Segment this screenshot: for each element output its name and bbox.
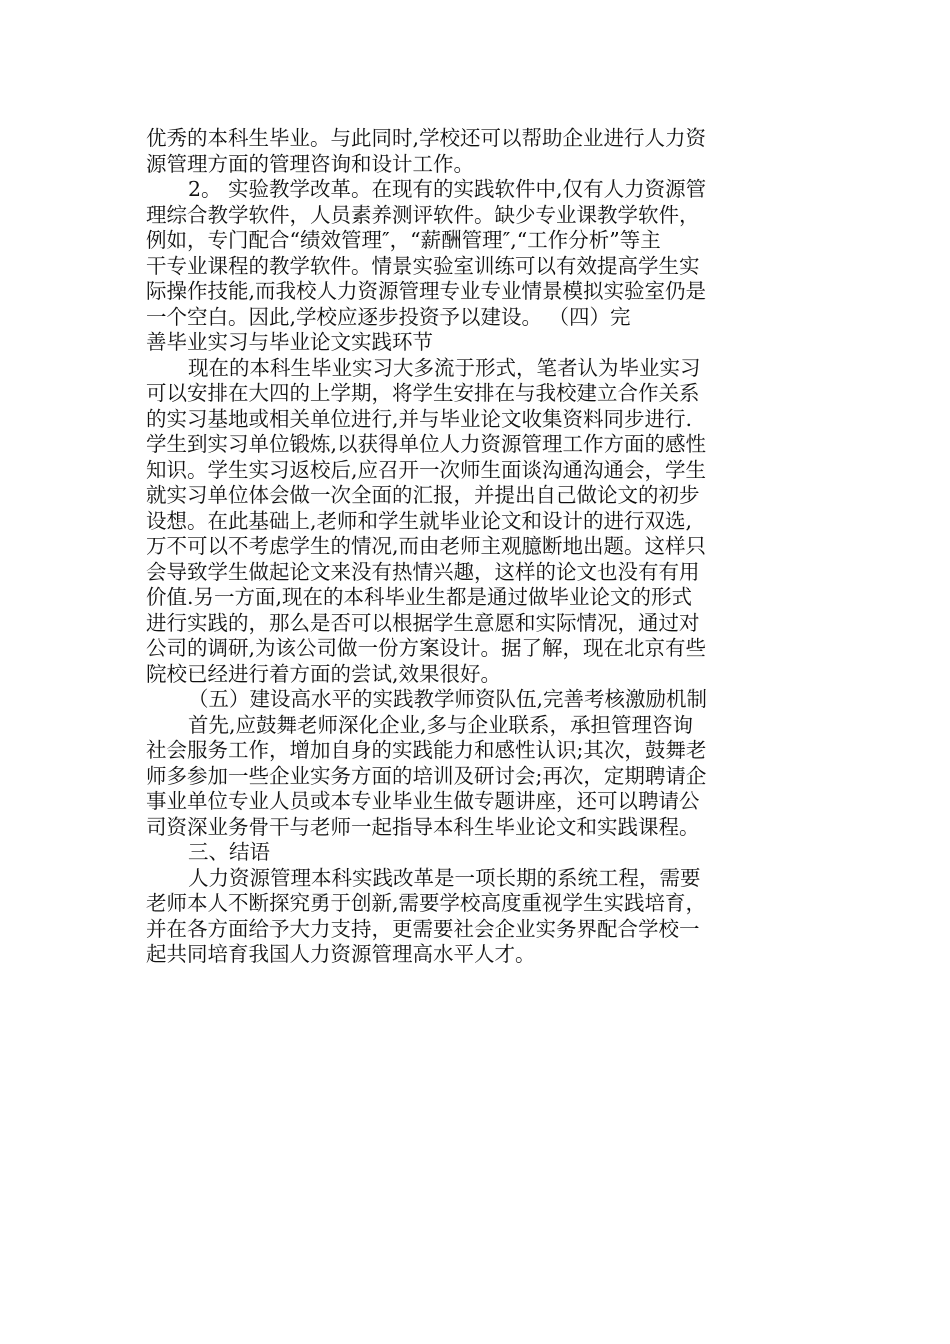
- text-line: 起共同培育我国人力资源管理高水平人才。: [146, 942, 536, 966]
- text-line: 干专业课程的教学软件。情景实验室训练可以有效提高学生实: [146, 253, 700, 278]
- text-line: 善毕业实习与毕业论文实践环节: [146, 330, 433, 354]
- text-line: 进行实践的，那么是否可以根据学生意愿和实际情况，通过对: [146, 610, 700, 635]
- text-line: （五）建设高水平的实践教学师资队伍,完善考核激励机制: [188, 687, 708, 711]
- text-line: 会导致学生做起论文来没有热情兴趣，这样的论文也没有有用: [146, 559, 700, 584]
- text-line: 院校已经进行着方面的尝试,效果很好。: [146, 661, 502, 686]
- text-line: 司资深业务骨干与老师一起指导本科生毕业论文和实践课程。: [146, 814, 700, 839]
- text-line: 价值.另一方面,现在的本科毕业生都是通过做毕业论文的形式: [146, 585, 693, 609]
- text-line: 社会服务工作，增加自身的实践能力和感性认识;其次，鼓舞老: [146, 738, 707, 762]
- text-line: 首先,应鼓舞老师深化企业,多与企业联系，承担管理咨询: [188, 712, 694, 737]
- text-line: 际操作技能,而我校人力资源管理专业专业情景模拟实验室仍是: [146, 279, 707, 303]
- document-page: [146, 126, 806, 968]
- text-line: 事业单位专业人员或本专业毕业生做专题讲座，还可以聘请公: [146, 789, 700, 813]
- text-line: 例如，专门配合“绩效管理″，“薪酬管理″,“工作分析”等主: [146, 228, 661, 252]
- text-line: 2。 实验教学改革。在现有的实践软件中,仅有人力资源管: [188, 177, 707, 201]
- text-line: 一个空白。因此,学校应逐步投资予以建设。 （四）完: [146, 304, 631, 329]
- text-line: 师多参加一些企业实务方面的培训及研讨会;再次，定期聘请企: [146, 763, 707, 788]
- text-line: 可以安排在大四的上学期，将学生安排在与我校建立合作关系: [146, 381, 700, 405]
- text-line: 万不可以不考虑学生的情况,而由老师主观臆断地出题。这样只: [146, 534, 707, 558]
- text-line: 设想。在此基础上,老师和学生就毕业论文和设计的进行双选,: [146, 508, 693, 533]
- text-line: 优秀的本科生毕业。与此同时,学校还可以帮助企业进行人力资: [146, 126, 707, 150]
- text-line: 知识。学生实习返校后,应召开一次师生面谈沟通沟通会，学生: [146, 457, 707, 482]
- text-line: 现在的本科生毕业实习大多流于形式，笔者认为毕业实习: [188, 355, 701, 380]
- text-line: 老师本人不断探究勇于创新,需要学校高度重视学生实践培育，: [146, 891, 707, 915]
- text-line: 并在各方面给予大力支持，更需要社会企业实务界配合学校一: [146, 916, 700, 941]
- text-line: 理综合教学软件，人员素养测评软件。缺少专业课教学软件，: [146, 202, 700, 227]
- text-line: 就实习单位体会做一次全面的汇报，并提出自己做论文的初步: [146, 483, 700, 507]
- text-line: 人力资源管理本科实践改革是一项长期的系统工程，需要: [188, 865, 701, 890]
- text-line: 学生到实习单位锻炼,以获得单位人力资源管理工作方面的感性: [146, 432, 707, 456]
- text-line: 的实习基地或相关单位进行,并与毕业论文收集资料同步进行.: [146, 406, 693, 431]
- text-line: 三、结语: [188, 840, 270, 864]
- text-line: 源管理方面的管理咨询和设计工作。: [146, 151, 474, 176]
- text-line: 公司的调研,为该公司做一份方案设计。据了解，现在北京有些: [146, 636, 707, 660]
